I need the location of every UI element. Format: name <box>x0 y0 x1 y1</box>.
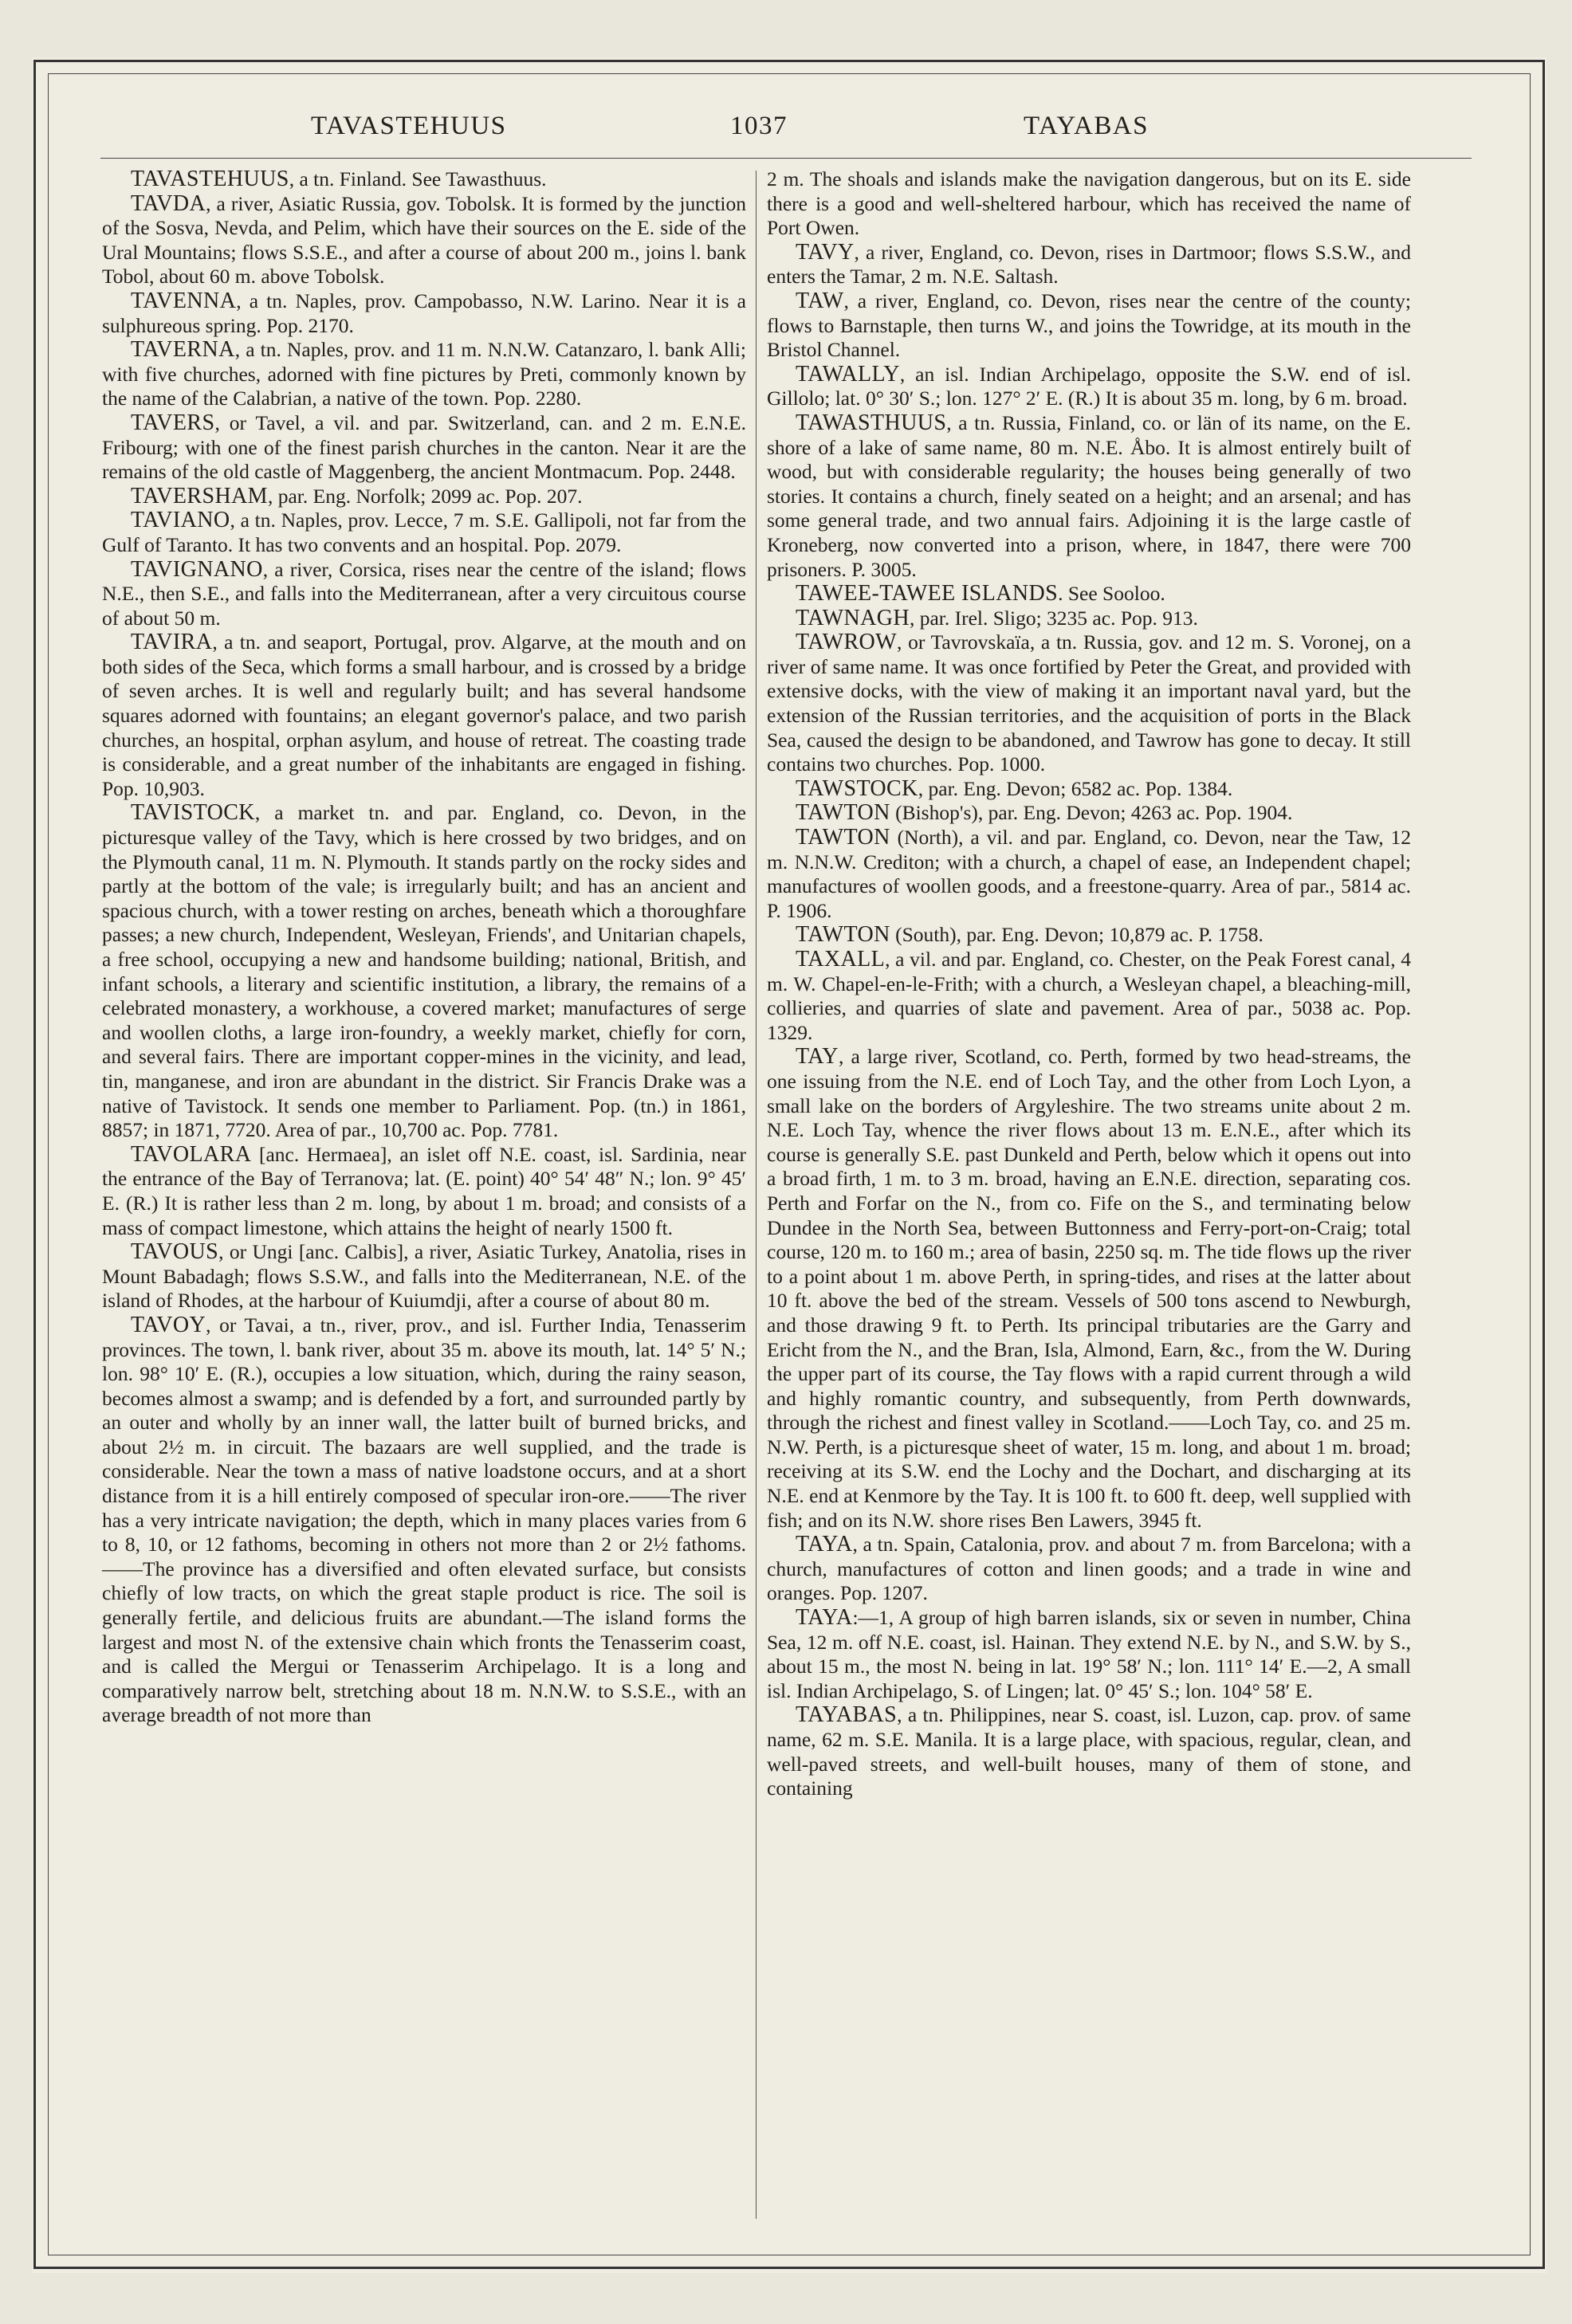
entry-text: , a river, England, co. Devon, rises near the centre of the county; flows to Barnstaple, then turns W., and joins the Towridge, at its mouth in the Bristol Channel. <box>767 289 1411 362</box>
entry-text: , a tn. Spain, Catalonia, prov. and about 7 m. from Barcelona; with a church, manufactures of cotton and linen goods; and a trade in wine and oranges. Pop. 1207. <box>767 1533 1411 1605</box>
header-right-guide-word: TAYABAS <box>1024 112 1150 140</box>
gazetteer-entry <box>102 485 746 509</box>
entry-headword: TAVENNA <box>131 288 237 313</box>
gazetteer-entry <box>102 192 746 289</box>
entry-text: , or Tavrovskaïa, a tn. Russia, gov. and 12 m. S. Voronej, on a river of same name. It was once fortified by Peter the Great, and provided with extensive docks, with the view of making it an important naval yard, but the extension of the Russian territories, and the acquisition of ports in the Black Sea, caused the design to be abandoned, and Tawrow has gone to decay. It still contains two churches. Pop. 1000. <box>767 630 1411 776</box>
entry-headword: TAVOUS <box>131 1239 219 1265</box>
page-number: 1037 <box>730 112 788 140</box>
gazetteer-entry <box>767 241 1411 289</box>
entry-text: , a tn. Finland. See Tawasthuus. <box>289 167 547 190</box>
entry-text: , a tn. Naples, prov. Campobasso, N.W. Larino. Near it is a sulphureous spring. Pop. 2170. <box>102 289 746 337</box>
entry-text: , a vil. and par. England, co. Chester, on the Peak Forest canal, 4 m. W. Chapel-en-le-Frith; with a church, a Wesleyan chapel, a bleaching-mill, collieries, and quarries of slate and pavement. Area of par., 5038 ac. Pop. 1329. <box>767 948 1411 1044</box>
entry-headword: TAW <box>796 288 844 313</box>
entry-headword: TAVOLARA <box>131 1141 252 1167</box>
running-header <box>56 112 1523 156</box>
gazetteer-entry <box>102 338 746 411</box>
gazetteer-entry <box>767 948 1411 1045</box>
entry-text: , or Tavai, a tn., river, prov., and isl. Further India, Tenasserim provinces. The town, l. bank river, about 35 m. above its mouth, lat. 14° 5′ N.; lon. 98° 10′ E. (R.), occupies a low situation, which, during the rainy season, becomes almost a swamp; and is defended by a fort, and surrounded partly by an outer and wholly by an inner wall, the latter built of burned bricks, and about 2½ m. in circuit. The bazaars are well supplied, and the trade is considerable. Near the town a mass of native loadstone occurs, and at a short distance from it is a hill entirely composed of specular iron-ore.——The river has a very intricate navigation; the depth, which in many places varies from 6 to 8, 10, or 12 fathoms, becoming in others not more than 2 or 2½ fathoms.——The province has a diversified and often elevated surface, but consists chiefly of low tracts, on which the great staple product is rice. The soil is generally fertile, and delicious fruits are abundant.—The island forms the largest and most N. of the extensive chain which fronts the Tenasserim coast, and is called the Mergui or Tenasserim Archipelago. It is a long and comparatively narrow belt, stretching about 18 m. N.N.W. to S.S.E., with an average breadth of not more than <box>102 1313 746 1727</box>
entry-headword: TAXALL <box>796 947 886 972</box>
gazetteer-entry <box>102 1313 746 1728</box>
entry-text: , a tn. Naples, prov. Lecce, 7 m. S.E. Gallipoli, not far from the Gulf of Taranto. It has two convents and an hospital. Pop. 2079. <box>102 508 746 556</box>
entry-headword: TAVIGNANO <box>131 556 263 582</box>
gazetteer-entry <box>102 558 746 631</box>
right-column <box>767 167 1411 1801</box>
entry-headword: TAY <box>796 1044 839 1070</box>
entry-headword: TAVY <box>796 239 855 265</box>
entry-headword: TAWSTOCK <box>796 775 918 801</box>
entry-text: [anc. Hermaea], an islet off N.E. coast, isl. Sardinia, near the entrance of the Bay of Terranova; lat. (E. point) 40° 54′ 48″ N.; lon. 9° 45′ E. (R.) It is rather less than 2 m. long, by about 1 m. broad; and consists of a mass of compact limestone, which attains the height of nearly 1500 ft. <box>102 1142 746 1239</box>
entry-headword: TAVDA <box>131 190 206 216</box>
entry-text: , a river, Corsica, rises near the centre of the island; flows N.E., then S.E., and falls into the Mediterranean, after a very circuitous course of about 50 m. <box>102 557 746 630</box>
entry-headword: TAVIRA <box>131 630 213 655</box>
gazetteer-entry <box>102 801 746 1142</box>
gazetteer-entry <box>767 923 1411 948</box>
gazetteer-entry <box>767 167 1411 241</box>
gazetteer-entry <box>767 411 1411 582</box>
entry-text: , a tn. and seaport, Portugal, prov. Algarve, at the mouth and on both sides of the Seca, which forms a small harbour, and is crossed by a bridge of seven arches. It is well and regularly built; and has several handsome squares adorned with fountains; an elegant governor's palace, and two parish churches, an hospital, orphan asylum, and house of retreat. The coasting trade is considerable, and a great number of the inhabitants are engaged in fishing. Pop. 10,903. <box>102 630 746 800</box>
entry-headword: TAWTON <box>796 922 890 948</box>
gazetteer-entry <box>767 630 1411 777</box>
gazetteer-entry <box>102 411 746 485</box>
gazetteer-entry <box>767 289 1411 363</box>
entry-headword: TAYA <box>796 1532 853 1557</box>
gazetteer-entry <box>767 582 1411 607</box>
entry-text: , par. Irel. Sligo; 3235 ac. Pop. 913. <box>909 606 1198 630</box>
entry-text: (South), par. Eng. Devon; 10,879 ac. P. 1758. <box>890 923 1263 947</box>
entry-text: , a tn. Naples, prov. and 11 m. N.N.W. Catanzaro, l. bank Alli; with five churches, adorned with fine pictures by Preti, commonly known by the name of the Calabrian, a native of the town. Pop. 2280. <box>102 338 746 410</box>
entry-text: , a river, Asiatic Russia, gov. Tobolsk. It is formed by the junction of the Sosva, Nevda, and Pelim, which have their sources on the E. side of the Ural Mountains; flows S.S.E., and after a course of about 200 m., joins l. bank Tobol, about 60 m. above Tobolsk. <box>102 191 746 289</box>
entry-headword: TAVISTOCK <box>131 800 255 826</box>
gazetteer-entry <box>767 607 1411 631</box>
header-rule <box>100 158 1472 159</box>
entry-headword: TAVERS <box>131 410 215 435</box>
entry-text: , a large river, Scotland, co. Perth, formed by two head-streams, the one issuing from the N.E. end of Loch Tay, and the other from Loch Lyon, a small lake on the borders of Argyleshire. The two streams unite about 2 m. N.E. Loch Tay, whence the river flows about 13 m. E.N.E., after which its course is generally S.E. past Dunkeld and Perth, below which it opens out into a broad firth, 1 m. to 3 m. broad, having an E.N.E. direction, separating cos. Perth and Forfar on the N., from co. Fife on the S., and terminating below Dundee in the North Sea, between Buttonness and Ferry-port-on-Craig; total course, 120 m. to 160 m.; area of basin, 2250 sq. m. The tide flows up the river to a point about 1 m. above Perth, in spring-tides, and rises at the latter about 10 ft. above the bed of the stream. Vessels of 500 tons ascend to Newburgh, and those drawing 9 ft. to Perth. Its principal tributaries are the Garry and Ericht from the N., and the Bran, Isla, Almond, Earn, &c., from the W. During the upper part of its course, the Tay flows with a rapid current through a wild and highly romantic country, and subsequently, from Perth downwards, through the richest and finest valley in Scotland.——Loch Tay, co. and 25 m. N.W. Perth, is a picturesque sheet of water, 15 m. long, and about 1 m. broad; receiving at its S.W. end the Lochy and the Dochart, and discharging at its N.E. end at Kenmore by the Tay. It is 100 ft. to 600 ft. deep, well supplied with fish; and on its N.W. shore rises Ben Lawers, 3945 ft. <box>767 1045 1411 1532</box>
gazetteer-entry <box>767 777 1411 802</box>
entry-headword: TAYA <box>796 1605 853 1631</box>
gazetteer-entry <box>102 167 746 192</box>
entry-headword: TAWROW <box>796 630 897 655</box>
entry-text: :—1, A group of high barren islands, six or seven in number, China Sea, 12 m. off N.E. coast, isl. Hainan. They extend N.E. by N., and S.W. by S., about 15 m., the most N. being in lat. 19° 58′ N.; lon. 111° 14′ E.—2, A small isl. Indian Archipelago, S. of Lingen; lat. 0° 45′ S.; lon. 104° 58′ E. <box>767 1606 1411 1702</box>
entry-text: . See Sooloo. <box>1058 582 1165 606</box>
column-divider <box>756 171 757 2219</box>
entry-text: , par. Eng. Devon; 6582 ac. Pop. 1384. <box>918 776 1233 800</box>
entry-headword: TAYABAS <box>796 1702 898 1728</box>
gazetteer-entry <box>102 289 746 338</box>
entry-headword: TAWASTHUUS <box>796 410 947 435</box>
entry-headword: TAVERSHAM <box>131 483 268 508</box>
entry-text: , par. Eng. Norfolk; 2099 ac. Pop. 207. <box>267 484 583 508</box>
entry-text: , an isl. Indian Archipelago, opposite the S.W. end of isl. Gillolo; lat. 0° 30′ S.; lon. 127° 2′ E. (R.) It is about 35 m. long, by 6 m. broad. <box>767 362 1411 410</box>
entry-headword: TAVASTEHUUS <box>131 167 289 191</box>
entry-text: 2 m. The shoals and islands make the navigation dangerous, but on its E. side there is a good and well-sheltered harbour, which has received the name of Port Owen. <box>767 167 1411 240</box>
gazetteer-entry <box>102 1240 746 1313</box>
gazetteer-entry <box>102 508 746 557</box>
entry-text: , or Ungi [anc. Calbis], a river, Asiatic Turkey, Anatolia, rises in Mount Babadagh; flows S.S.W., and falls into the Mediterranean, N.E. of the island of Rhodes, at the harbour of Kuiumdji, after a course of about 80 m. <box>102 1240 746 1313</box>
entry-text: , a river, England, co. Devon, rises in Dartmoor; flows S.S.W., and enters the Tamar, 2 m. N.E. Saltash. <box>767 240 1411 289</box>
entry-headword: TAWALLY <box>796 361 900 387</box>
entry-text: (North), a vil. and par. England, co. Devon, near the Taw, 12 m. N.N.W. Crediton; with a church, a chapel of ease, an Independent chapel; manufactures of woollen goods, and a freestone-quarry. Area of par., 5814 ac. P. 1906. <box>767 826 1411 922</box>
entry-headword: TAWNAGH <box>796 605 910 630</box>
gazetteer-entry <box>767 1703 1411 1800</box>
gazetteer-entry <box>767 1533 1411 1606</box>
entry-headword: TAWTON <box>796 800 890 826</box>
gazetteer-entry <box>767 363 1411 411</box>
gazetteer-entry <box>767 1606 1411 1703</box>
entry-text: , a tn. Philippines, near S. coast, isl. Luzon, cap. prov. of same name, 62 m. S.E. Manila. It is a large place, with spacious, regular, clean, and well-paved streets, and well-built houses, many of them of stone, and containing <box>767 1703 1411 1800</box>
gazetteer-entry <box>767 826 1411 923</box>
entry-headword: TAVOY <box>131 1312 206 1337</box>
entry-headword: TAWEE-TAWEE ISLANDS <box>796 581 1059 607</box>
gazetteer-entry <box>102 630 746 801</box>
entry-headword: TAVERNA <box>131 337 235 363</box>
entry-text: (Bishop's), par. Eng. Devon; 4263 ac. Pop. 1904. <box>890 801 1293 825</box>
gazetteer-entry <box>102 1143 746 1240</box>
left-column <box>102 167 746 1728</box>
header-left-guide-word: TAVASTEHUUS <box>311 112 507 140</box>
entry-text: , or Tavel, a vil. and par. Switzerland, can. and 2 m. E.N.E. Fribourg; with one of the finest parish churches in the canton. Near it are the remains of the old castle of Maggenberg, the ancient Montmacum. Pop. 2448. <box>102 410 746 484</box>
entry-headword: TAVIANO <box>131 508 230 533</box>
gazetteer-entry <box>767 1045 1411 1533</box>
gazetteer-entry <box>767 801 1411 826</box>
entry-text: , a market tn. and par. England, co. Devon, in the picturesque valley of the Tavy, which is here crossed by two bridges, and on the Plymouth canal, 11 m. N. Plymouth. It stands partly on the rocky sides and partly at the bottom of the vale; is irregularly built; and has an ancient and spacious church, with a tower resting on arches, beneath which a thoroughfare passes; a new church, Independent, Wesleyan, Friends', and Unitarian chapels, a free school, occupying a new and handsome building; national, British, and infant schools, a literary and scientific institution, a library, the remains of a celebrated monastery, a workhouse, a covered market; manufactures of serge and woollen cloths, a large iron-foundry, a weekly market, chiefly for corn, and several fairs. There are important copper-mines in the vicinity, and lead, tin, manganese, and iron are abundant in the district. Sir Francis Drake was a native of Tavistock. It sends one member to Parliament. Pop. (tn.) in 1861, 8857; in 1871, 7720. Area of par., 10,700 ac. Pop. 7781. <box>102 801 746 1142</box>
entry-headword: TAWTON <box>796 825 890 850</box>
entry-text: , a tn. Russia, Finland, co. or län of its name, on the E. shore of a lake of same name, 80 m. N.E. Åbo. It is almost entirely built of wood, but with considerable regularity; the houses being generally of two stories. It contains a church, finely seated on a height; and an arsenal; and has some general trade, and two annual fairs. Adjoining it is the large castle of Kroneberg, now converted into a prison, where, in 1847, there were 700 prisoners. P. 3005. <box>767 410 1411 581</box>
